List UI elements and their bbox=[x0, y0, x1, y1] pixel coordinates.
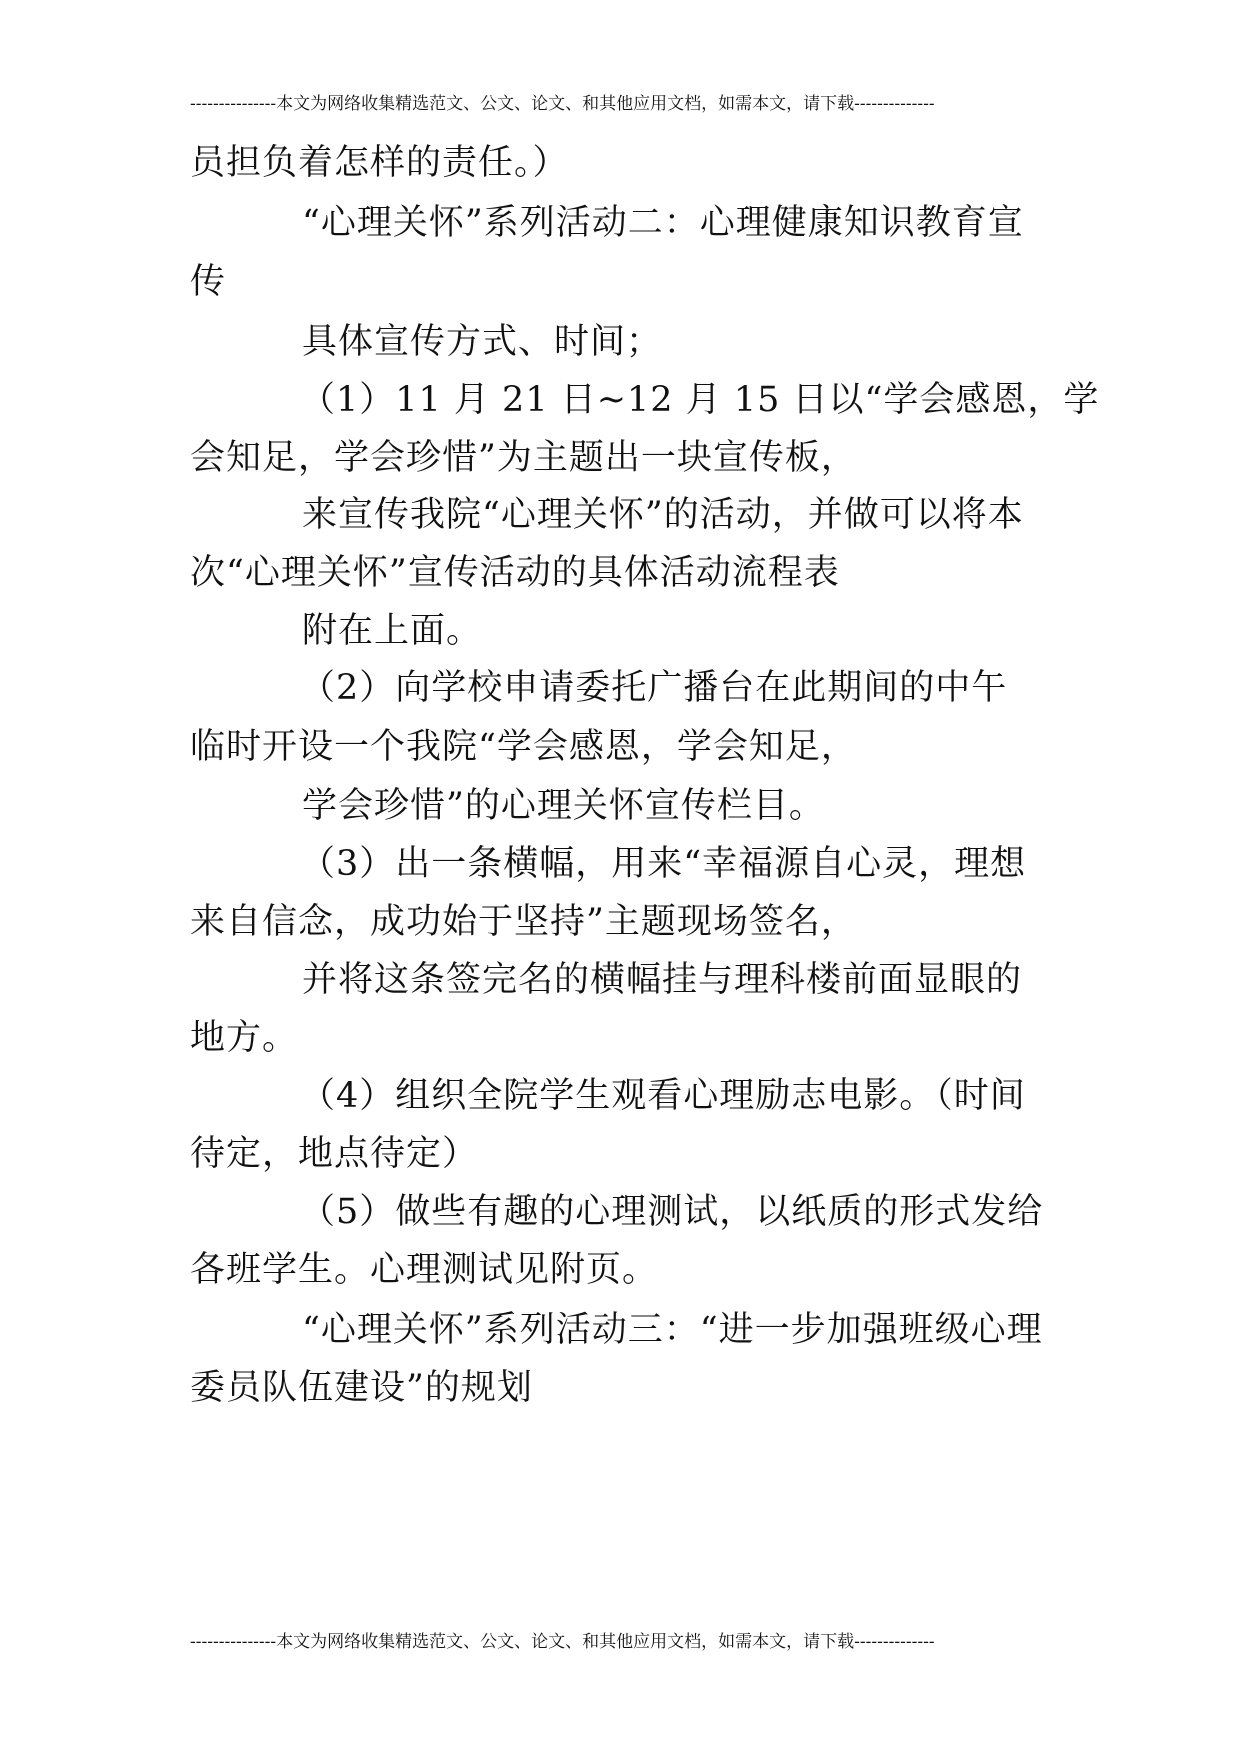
text-line-21: “心理关怀”系列活动三：“进一步加强班级心理 bbox=[302, 1310, 1043, 1350]
page-header: ---------------本文为网络收集精选范文、公文、论文、和其他应用文档，如需本文，请下载-------------- bbox=[190, 94, 935, 114]
text-line-12: 学会珍惜”的心理关怀宣传栏目。 bbox=[302, 786, 825, 826]
text-line-15: 并将这条签完名的横幅挂与理科楼前面显眼的 bbox=[302, 960, 1023, 1000]
text-line-20: 各班学生。心理测试见附页。 bbox=[190, 1250, 659, 1290]
text-line-1: 员担负着怎样的责任。） bbox=[190, 143, 569, 183]
text-line-6: 会知足，学会珍惜”为主题出一块宣传板， bbox=[190, 438, 857, 478]
page-footer: ---------------本文为网络收集精选范文、公文、论文、和其他应用文档，如需本文，请下载-------------- bbox=[190, 1632, 935, 1652]
text-line-10: （2）向学校申请委托广播台在此期间的中午 bbox=[300, 668, 1008, 708]
text-line-17: （4）组织全院学生观看心理励志电影。（时间 bbox=[300, 1076, 1026, 1116]
text-line-19: （5）做些有趣的心理测试，以纸质的形式发给 bbox=[300, 1192, 1044, 1232]
text-line-2: “心理关怀”系列活动二：心理健康知识教育宣 bbox=[302, 203, 1024, 243]
text-line-13: （3）出一条横幅，用来“幸福源自心灵，理想 bbox=[300, 844, 1027, 884]
text-line-22: 委员队伍建设”的规划 bbox=[190, 1368, 533, 1408]
text-line-4: 具体宣传方式、时间； bbox=[302, 322, 663, 362]
text-line-11: 临时开设一个我院“学会感恩，学会知足， bbox=[190, 727, 857, 767]
text-line-18: 待定，地点待定） bbox=[190, 1134, 479, 1174]
text-line-9: 附在上面。 bbox=[302, 611, 483, 651]
text-line-8: 次“心理关怀”宣传活动的具体活动流程表 bbox=[190, 553, 840, 593]
text-line-3: 传 bbox=[190, 262, 227, 302]
text-line-5: （1）11 月 21 日~12 月 15 日以“学会感恩，学 bbox=[300, 380, 1100, 420]
text-line-7: 来宣传我院“心理关怀”的活动，并做可以将本 bbox=[302, 495, 1024, 535]
text-line-16: 地方。 bbox=[190, 1018, 299, 1058]
text-line-14: 来自信念，成功始于坚持”主题现场签名， bbox=[190, 902, 857, 942]
